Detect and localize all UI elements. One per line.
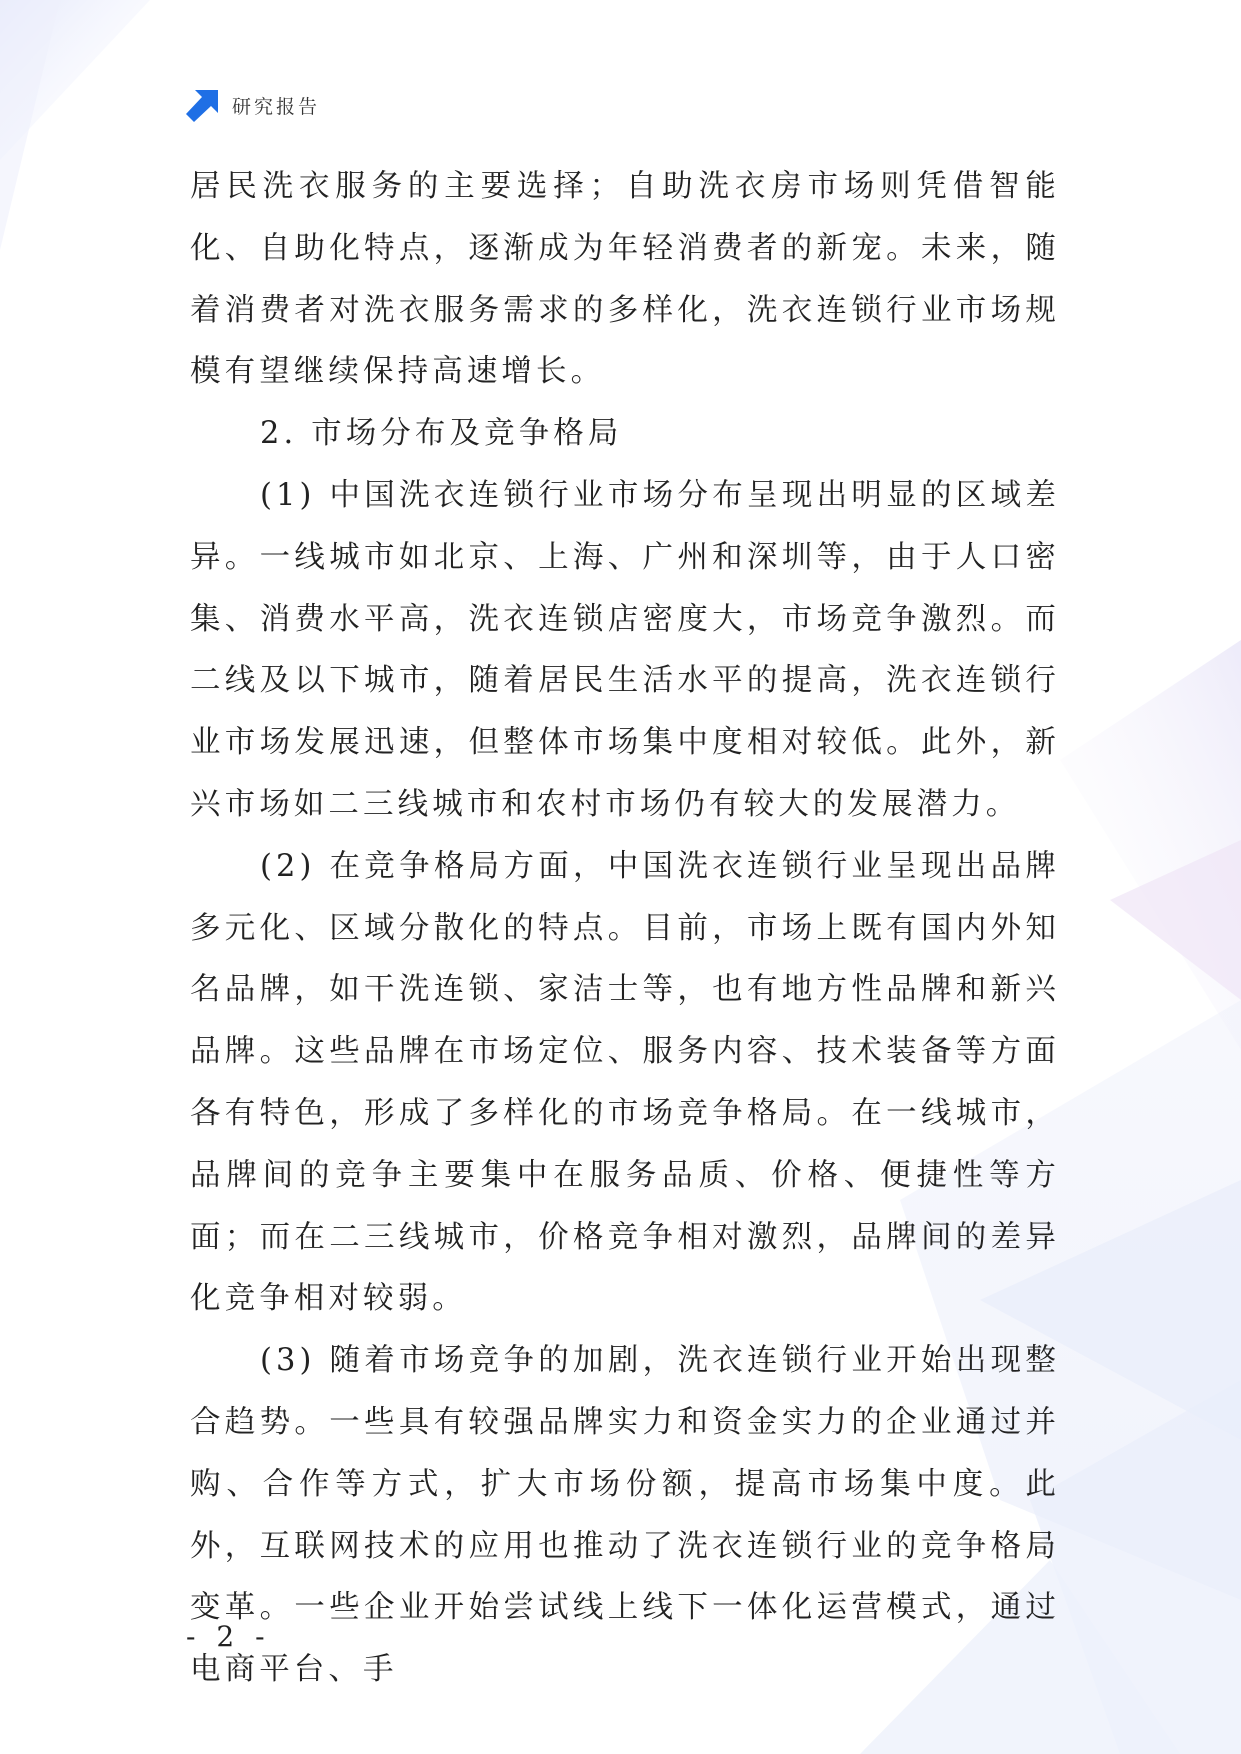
paragraph-2: (2) 在竞争格局方面，中国洗衣连锁行业呈现出品牌多元化、区域分散化的特点。目前，市场上既有国内外知名品牌，如干洗连锁、家洁士等，也有地方性品牌和新兴品牌。这些品牌在市场定位、服务内容、技术装备等方面各有特色，形成了多样化的市场竞争格局。在一线城市，品牌间的竞争主要集中在服务品质、价格、便捷性等方面；而在二三线城市，价格竞争相对激烈，品牌间的差异化竞争相对较弱。 [190, 848, 1060, 1317]
paragraph-1: (1) 中国洗衣连锁行业市场分布呈现出明显的区域差异。一线城市如北京、上海、广州和深圳等，由于人口密集、消费水平高，洗衣连锁店密度大，市场竞争激烈。而二线及以下城市，随着居民生活水平的提高，洗衣连锁行业市场发展迅速，但整体市场集中度相对较低。此外，新兴市场如二三线城市和农村市场仍有较大的发展潜力。 [190, 477, 1060, 822]
page-number: - 2 - [186, 1620, 271, 1653]
paragraph-3: (3) 随着市场竞争的加剧，洗衣连锁行业开始出现整合趋势。一些具有较强品牌实力和资金实力的企业通过并购、合作等方式，扩大市场份额，提高市场集中度。此外，互联网技术的应用也推动了洗衣连锁行业的竞争格局变革。一些企业开始尝试线上线下一体化运营模式，通过电商平台、手 [190, 1343, 1060, 1688]
section-heading: 2. 市场分布及竞争格局 [260, 416, 623, 452]
document-body [190, 156, 1060, 1701]
arrow-up-right-icon [186, 88, 220, 122]
report-header [186, 88, 320, 122]
header-title: 研究报告 [232, 95, 321, 118]
paragraph-continued: 居民洗衣服务的主要选择；自助洗衣房市场则凭借智能化、自助化特点，逐渐成为年轻消费者的新宠。未来，随着消费者对洗衣服务需求的多样化，洗衣连锁行业市场规模有望继续保持高速增长。 [190, 169, 1060, 390]
